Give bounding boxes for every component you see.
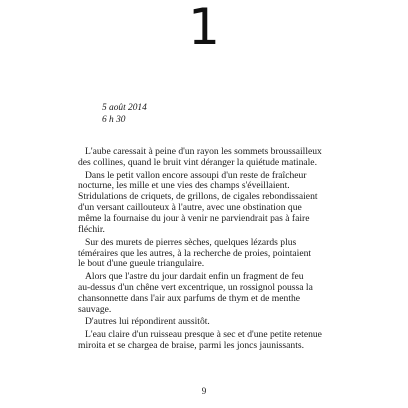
text-line: sauvage. — [78, 303, 112, 315]
dateline — [102, 103, 147, 126]
paragraph — [78, 330, 344, 352]
text-line: téméraires que les autres, à la recherche de proies, pointaient — [78, 247, 312, 259]
paragraph — [78, 238, 344, 271]
text-line: chansonnette dans l'air aux parfums de thym et de menthe — [78, 292, 301, 304]
text-line: D'autres lui répondirent aussitôt. — [85, 316, 210, 328]
paragraph — [78, 171, 344, 236]
text-line: L'eau claire d'un ruisseau presque à sec et d'une petite retenue — [85, 328, 322, 340]
dateline-date: 5 août 2014 — [102, 103, 147, 113]
body-text — [78, 147, 344, 353]
text-line: même la fournaise du jour à venir ne parviendrait pas à faire — [78, 213, 310, 225]
text-line: Alors que l'astre du jour dardait enfin un fragment de feu — [85, 271, 304, 283]
paragraph — [78, 272, 344, 316]
text-line: le bout d'une gueule triangulaire. — [78, 258, 205, 270]
text-line: des collines, quand le bruit vint déranger la quiétude matinale. — [78, 156, 317, 168]
text-line: nocturne, les mille et une vies des champs s'éveillaient. — [78, 180, 290, 192]
text-line: Stridulations de criquets, de grillons, de cigales rebondissaient — [78, 191, 318, 203]
text-line: Dans le petit vallon encore assoupi d'un reste de fraîcheur — [85, 169, 307, 181]
text-line: L'aube caressait à peine d'un rayon les sommets broussailleux — [85, 146, 322, 157]
dateline-time: 6 h 30 — [102, 114, 126, 125]
text-line: fléchir. — [78, 224, 105, 236]
text-line: Sur des murets de pierres sèches, quelques lézards plus — [85, 236, 297, 248]
chapter-number: 1 — [188, 0, 220, 56]
paragraph — [78, 317, 344, 328]
text-line: d'un versant caillouteux à l'autre, avec une obstination que — [78, 202, 302, 214]
text-line: miroita et se chargea de braise, parmi les joncs jaunissants. — [78, 339, 305, 351]
paragraph — [78, 147, 344, 169]
text-line: au-dessus d'un chêne vert excentrique, un rossignol poussa la — [78, 281, 313, 293]
page-number: 9 — [201, 386, 207, 396]
